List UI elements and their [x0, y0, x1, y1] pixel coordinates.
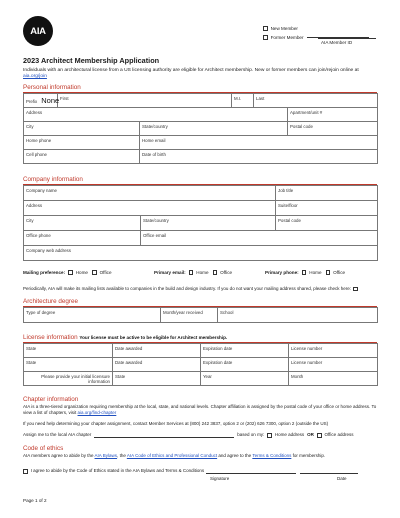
chapter-text: AIA is a three-tiered organization requiring membership at the local, state, and national levels. Chapter affiliation is assigned by the postal code of your office or home address. To view a list of chapters, visit aia.org/find-chapter: [23, 404, 377, 415]
date-label: Date: [337, 476, 347, 481]
aia-logo: AIA: [23, 16, 53, 46]
intro-text: Individuals with an architectural license from a US licensing authority are eligible for Architect membership. New or former members can join/rejoin online at aia.org/join: [23, 68, 359, 79]
initial-month-field[interactable]: Month: [289, 372, 378, 386]
company-info-heading: Company information: [23, 176, 83, 183]
new-member-option[interactable]: New Member: [263, 24, 369, 33]
email-office-checkbox[interactable]: [213, 270, 218, 275]
license-state-field-2[interactable]: State: [24, 358, 113, 372]
page-number: Page 1 of 2: [23, 498, 47, 503]
aia-member-id-field[interactable]: AIA Member ID: [318, 38, 376, 45]
personal-info-table: [23, 93, 378, 164]
office-phone-field[interactable]: Office phone: [24, 231, 141, 246]
license-number-field-1[interactable]: License number: [289, 344, 378, 358]
company-address-field[interactable]: Address: [24, 201, 276, 216]
company-state-field[interactable]: State/country: [141, 216, 276, 231]
license-expiration-field-1[interactable]: Expiration date: [201, 344, 289, 358]
office-address-checkbox[interactable]: [317, 433, 322, 438]
cell-phone-field[interactable]: Cell phone: [24, 150, 140, 164]
postal-code-field[interactable]: Postal code: [288, 122, 378, 136]
license-date-awarded-field-2[interactable]: Date awarded: [113, 358, 201, 372]
apartment-field[interactable]: Apartment/unit #: [288, 108, 378, 122]
address-field[interactable]: Address: [24, 108, 288, 122]
license-expiration-field-2[interactable]: Expiration date: [201, 358, 289, 372]
degree-heading: Architecture degree: [23, 298, 78, 305]
chapter-help-text: If you need help determining your chapter assignment, contact Member Services at (800) 242 3837, option 2 or (202) 626 7300, option 2 (outside the US): [23, 421, 329, 426]
initial-licensure-label: Please provide your initial licensure information: [24, 372, 113, 386]
signature-label: Signature: [210, 476, 230, 481]
chapter-name-field[interactable]: [94, 437, 234, 438]
degree-table: [23, 307, 378, 323]
license-date-awarded-field-1[interactable]: Date awarded: [113, 344, 201, 358]
license-table: [23, 343, 378, 386]
initial-year-field[interactable]: Year: [201, 372, 289, 386]
middle-initial-field[interactable]: M.I.: [232, 94, 254, 108]
suite-field[interactable]: Suite/floor: [276, 201, 378, 216]
company-name-field[interactable]: Company name: [24, 186, 276, 201]
mailing-preference: Mailing preference: Home Office: [23, 270, 112, 275]
mailing-optout-checkbox[interactable]: [353, 287, 358, 292]
bylaws-link[interactable]: AIA Bylaws: [94, 453, 118, 458]
home-address-checkbox[interactable]: [267, 433, 272, 438]
code-of-ethics-link[interactable]: AIA Code of Ethics and Professional Conduct: [126, 453, 218, 458]
job-title-field[interactable]: Job title: [276, 186, 378, 201]
home-phone-field[interactable]: Home phone: [24, 136, 140, 150]
degree-type-field[interactable]: Type of degree: [24, 308, 161, 323]
page-title: 2023 Architect Membership Application: [23, 56, 160, 65]
new-member-checkbox[interactable]: [263, 26, 268, 31]
license-state-field-1[interactable]: State: [24, 344, 113, 358]
company-web-field[interactable]: Company web address: [24, 246, 378, 261]
join-link[interactable]: aia.org/join: [23, 74, 47, 79]
preferences-row: [23, 270, 377, 275]
company-info-table: [23, 185, 378, 261]
ethics-agree-row: I agree to abide by the Code of Ethics stated in the AIA Bylaws and Terms & Conditions: [23, 468, 379, 474]
terms-link[interactable]: Terms & Conditions: [252, 453, 292, 458]
find-chapter-link[interactable]: aia.org/find-chapter: [77, 409, 117, 415]
chapter-heading: Chapter information: [23, 396, 79, 403]
signature-field[interactable]: [206, 473, 296, 474]
date-field[interactable]: [300, 473, 358, 474]
prefix-field[interactable]: Prefix None: [24, 94, 58, 108]
mailing-home-checkbox[interactable]: [68, 270, 73, 275]
prefix-value: None: [41, 95, 60, 105]
phone-home-checkbox[interactable]: [302, 270, 307, 275]
school-field[interactable]: School: [218, 308, 378, 323]
first-name-field[interactable]: First: [58, 94, 232, 108]
personal-info-heading: Personal information: [23, 84, 81, 91]
company-postal-field[interactable]: Postal code: [276, 216, 378, 231]
state-field[interactable]: State/country: [140, 122, 288, 136]
home-email-field[interactable]: Home email: [140, 136, 378, 150]
license-number-field-2[interactable]: License number: [289, 358, 378, 372]
initial-state-field[interactable]: State: [113, 372, 201, 386]
last-name-field[interactable]: Last: [254, 94, 378, 108]
license-heading: License information Your license must be active to be eligible for Architect membership.: [23, 334, 228, 341]
phone-office-checkbox[interactable]: [326, 270, 331, 275]
former-member-checkbox[interactable]: [263, 35, 268, 40]
date-of-birth-field[interactable]: Date of birth: [140, 150, 378, 164]
ethics-text: AIA members agree to abide by the AIA Bylaws, the AIA Code of Ethics and Professional Conduct and agree to the Terms & Conditions for membership.: [23, 453, 326, 458]
company-city-field[interactable]: City: [24, 216, 141, 231]
mailing-office-checkbox[interactable]: [92, 270, 97, 275]
city-field[interactable]: City: [24, 122, 140, 136]
email-home-checkbox[interactable]: [189, 270, 194, 275]
ethics-heading: Code of ethics: [23, 445, 64, 452]
chapter-assign-row: Assign me to the local AIA chapter based on my: Home address OR Office address: [23, 432, 354, 437]
primary-phone-preference: Primary phone: Home Office: [265, 270, 346, 275]
office-email-field[interactable]: Office email: [141, 231, 378, 246]
mailing-list-notice: Periodically, AIA will make its mailing lists available to companies in the build and design industry. If you do not want your mailing address shared, please check here:: [23, 286, 379, 292]
degree-month-year-field[interactable]: Month/year received: [161, 308, 218, 323]
former-member-option[interactable]: Former Member: [263, 33, 369, 42]
agree-checkbox[interactable]: [23, 469, 28, 474]
primary-email-preference: Primary email: Home Office: [154, 270, 233, 275]
